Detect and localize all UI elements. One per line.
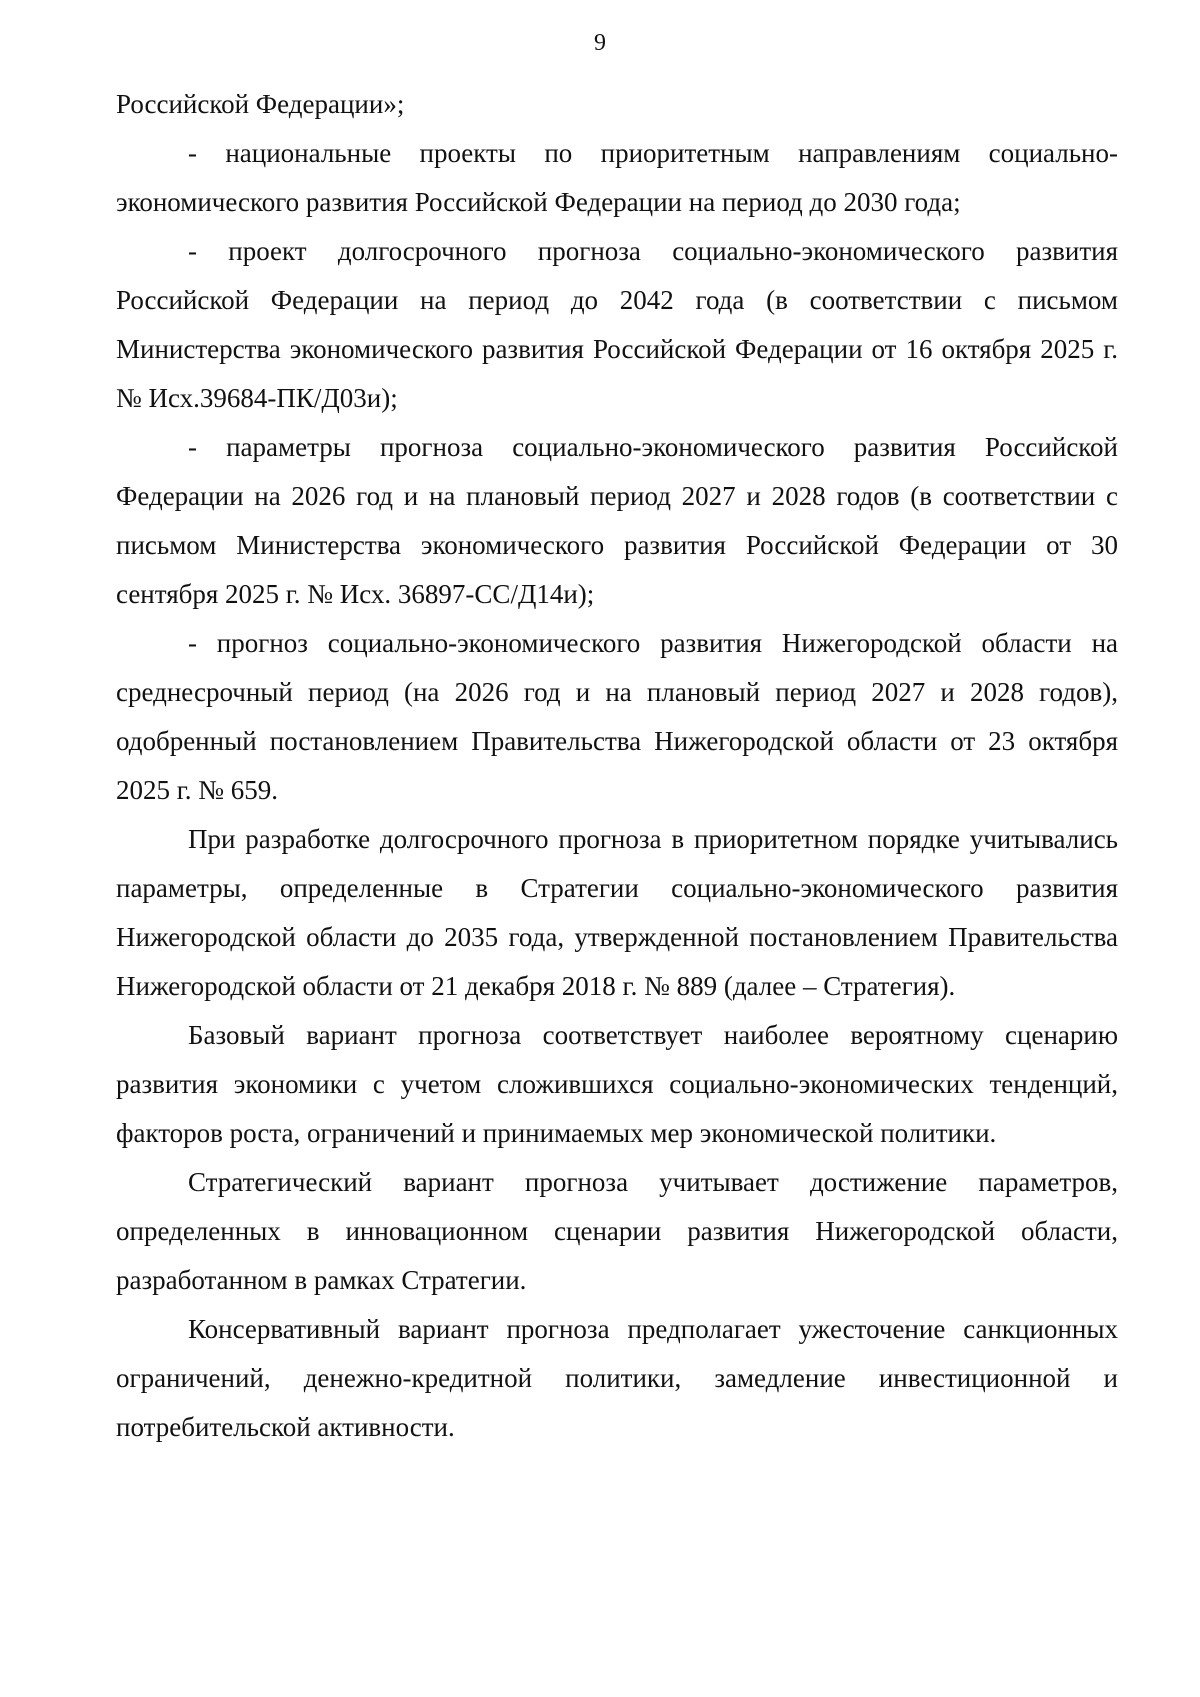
paragraph-forecast-parameters: - параметры прогноза социально-экономического развития Российской Федерации на 2026 год и на плановый период 2027 и 2028 годов (в соответствии с письмом Министерства экономического развития Российской Федерации от 30 сентября 2025 г. № Исх. 36897-СС/Д14и); [116, 432, 1118, 609]
paragraph-strategy-parameters: При разработке долгосрочного прогноза в приоритетном порядке учитывались параметры, определенные в Стратегии социально-экономического развития Нижегородской области до 2035 года, утвержденной постановлением Правительства Нижегородской области от 21 декабря 2018 г. № 889 (далее – Стратегия). [116, 824, 1118, 1001]
paragraph-base-variant: Базовый вариант прогноза соответствует наиболее вероятному сценарию развития экономики с учетом сложившихся социально-экономических тенденций, факторов роста, ограничений и принимаемых мер экономической политики. [116, 1020, 1118, 1148]
paragraph-national-projects: - национальные проекты по приоритетным направлениям социально-экономического развития Российской Федерации на период до 2030 года; [116, 138, 1118, 217]
paragraph-strategic-variant: Стратегический вариант прогноза учитывает достижение параметров, определенных в инновационном сценарии развития Нижегородской области, разработанном в рамках Стратегии. [116, 1167, 1118, 1295]
paragraph-conservative-variant: Консервативный вариант прогноза предполагает ужесточение санкционных ограничений, денежно-кредитной политики, замедление инвестиционной и потребительской активности. [116, 1314, 1118, 1442]
document-body [116, 80, 1118, 1452]
paragraph-regional-forecast: - прогноз социально-экономического развития Нижегородской области на среднесрочный период (на 2026 год и на плановый период 2027 и 2028 годов), одобренный постановлением Правительства Нижегородской области от 23 октября 2025 г. № 659. [116, 628, 1118, 805]
page-number: 9 [594, 30, 606, 56]
paragraph-continuation: Российской Федерации»; [116, 89, 405, 119]
paragraph-long-term-forecast-project: - проект долгосрочного прогноза социально-экономического развития Российской Федерации на период до 2042 года (в соответствии с письмом Министерства экономического развития Российской Федерации от 16 октября 2025 г. № Исх.39684-ПК/Д03и); [116, 236, 1118, 413]
